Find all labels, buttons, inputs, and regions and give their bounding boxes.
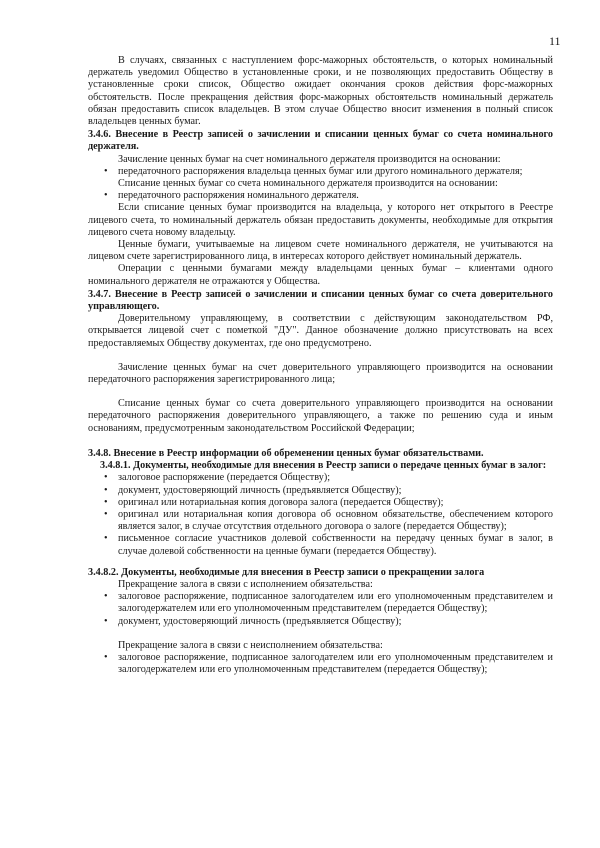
paragraph: Списание ценных бумаг со счета доверительного управляющего производится на основании передаточного распоряжения доверительного управляющего, а также по решению суда и иным основаниям, предусмотренным законодательством Российской Федерации; [88, 398, 553, 434]
list-item: • залоговое распоряжение, подписанное залогодателем или его уполномоченным представителем и залогодержателем или его уполномоченным представителем (передается Обществу); [88, 591, 553, 615]
paragraph: Прекращение залога в связи с неисполнением обязательства: [118, 639, 383, 651]
paragraph: Ценные бумаги, учитываемые на лицевом счете номинального держателя, не учитываются на лицевом счете зарегистрированного лица, в интересах которого действует номинальный держатель. [88, 239, 553, 263]
paragraph: Доверительному управляющему, в соответствии с действующим законодательством РФ, открывается лицевой счет с пометкой "ДУ". Данное обозначение должно присутствовать на всех предоставляемых Обществу документах, где оно предусмотрено. [88, 313, 553, 349]
document-body [88, 55, 553, 676]
section-heading-3-4-7: 3.4.7. Внесение в Реестр записей о зачислении и списании ценных бумаг со счета доверительного управляющего. [88, 288, 553, 313]
list-item: • оригинал или нотариальная копия договора залога (передается Обществу); [88, 497, 553, 509]
list-item: • оригинал или нотариальная копия договора об основном обязательстве, обеспечением которого является залог, в случае отсутствия отдельного договора о залоге (передается Обществу); [88, 509, 553, 533]
list-item: • документ, удостоверяющий личность (предъявляется Обществу); [88, 485, 553, 497]
list-item: • передаточного распоряжения номинального держателя. [88, 190, 553, 202]
bullet-list-release-fulfilled [88, 591, 553, 628]
subsection-heading-3-4-8-1: 3.4.8.1. Документы, необходимые для внесения в Реестр записи о передаче ценных бумаг в залог: [100, 460, 547, 472]
list-item: • залоговое распоряжение (передается Обществу); [88, 472, 553, 484]
list-item: • письменное согласие участников долевой собственности на передачу ценных бумаг в залог, в случае долевой собственности на ценные бумаги (передается Обществу). [88, 533, 553, 557]
page-number: 11 [549, 34, 561, 48]
list-item: • документ, удостоверяющий личность (предъявляется Обществу); [88, 616, 553, 628]
section-heading-3-4-8: 3.4.8. Внесение в Реестр информации об обременении ценных бумаг обязательствами. [88, 447, 484, 459]
list-item: • передаточного распоряжения владельца ценных бумаг или другого номинального держателя; [88, 166, 553, 178]
paragraph: Если списание ценных бумаг производится на владельца, у которого нет открытого в Реестре лицевого счета, то номинальный держатель обязан предоставить документы, необходимые для открытия лицевого счета новому владельцу. [88, 202, 553, 238]
bullet-list-release-unfulfilled [88, 652, 553, 676]
paragraph: Операции с ценными бумагами между владельцами ценных бумаг – клиентами одного номинального держателя не отражаются у Общества. [88, 263, 553, 287]
list-item: • залоговое распоряжение, подписанное залогодателем или его уполномоченным представителем и залогодержателем или его уполномоченным представителем (передается Обществу); [88, 652, 553, 676]
paragraph: Прекращение залога в связи с исполнением обязательства: [118, 578, 373, 590]
paragraph: Списание ценных бумаг со счета номинального держателя производится на основании: [118, 178, 498, 190]
paragraph: Зачисление ценных бумаг на счет доверительного управляющего производится на основании передаточного распоряжения зарегистрированного лица; [88, 361, 553, 386]
subsection-heading-3-4-8-2: 3.4.8.2. Документы, необходимые для внесения в Реестр записи о прекращении залога [88, 566, 485, 578]
bullet-list [88, 190, 553, 202]
bullet-list [88, 166, 553, 178]
paragraph-force-majeure: В случаях, связанных с наступлением форс-мажорных обстоятельств, о которых номинальный держатель уведомил Общество в установленные сроки, и не позволяющих предоставить Обществу в установленные сроки список, Общество ожидает окончания сроков действия форс-мажорных обстоятельств. После прекращения действия форс-мажорных обстоятельств номинальный держатель обязан предоставить список владельцев. В этом случае Общество вносит изменения в полный список владельцев ценных бумаг. [88, 55, 553, 128]
paragraph: Зачисление ценных бумаг на счет номинального держателя производится на основании: [118, 153, 501, 165]
bullet-list-pledge-docs [88, 472, 553, 557]
section-heading-3-4-6: 3.4.6. Внесение в Реестр записей о зачислении и списании ценных бумаг со счета номинального держателя. [88, 129, 553, 153]
